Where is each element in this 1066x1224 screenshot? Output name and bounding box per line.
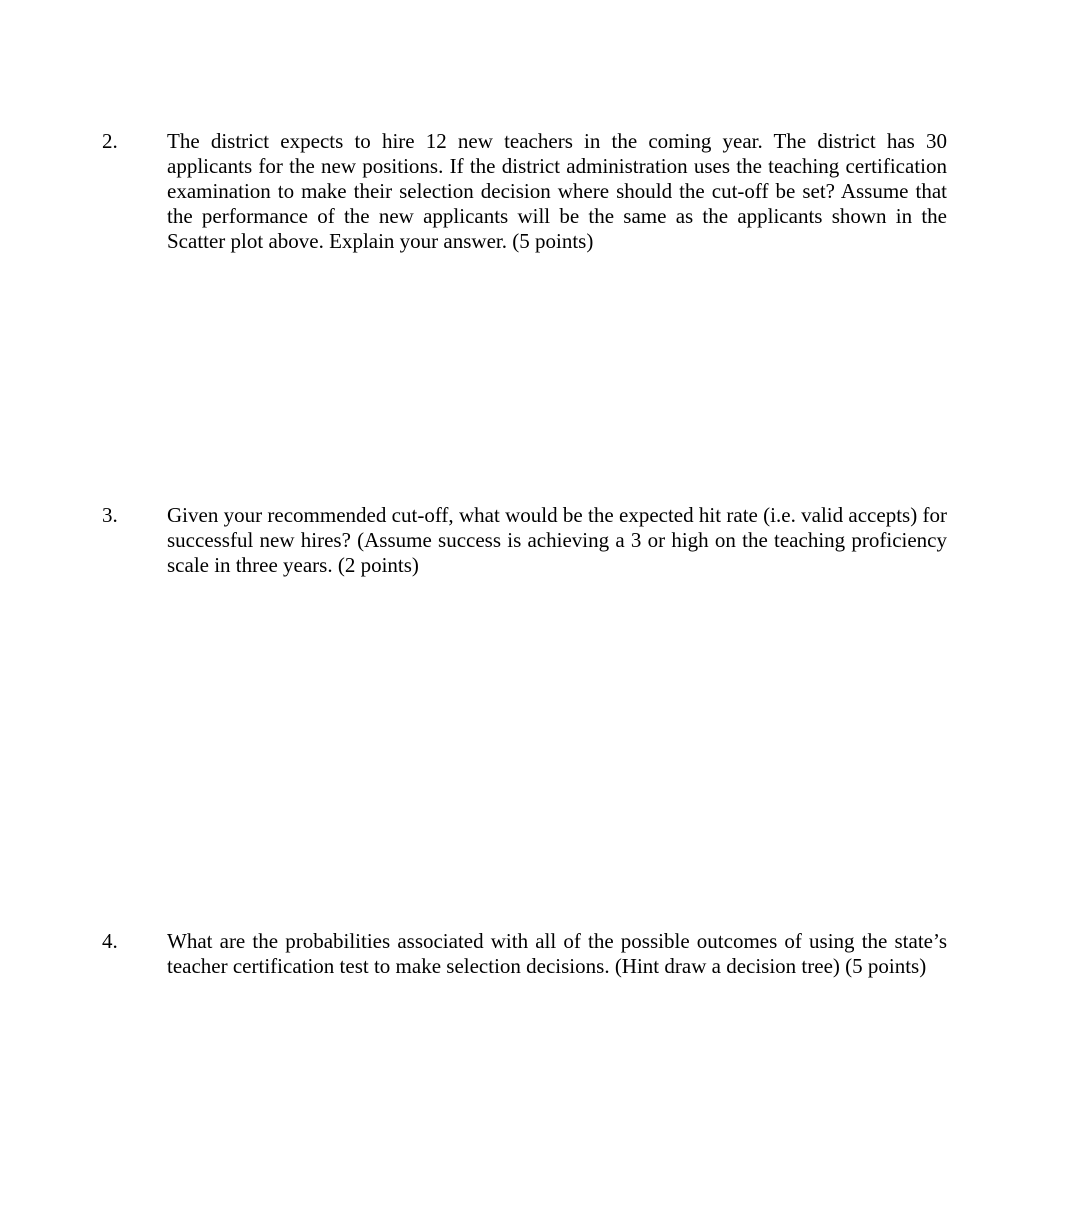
question-text: The district expects to hire 12 new teachers in the coming year. The district has 30 applicants for the new positions. If the district administration uses the teaching certification examination to make their selection decision where should the cut-off be set? Assume that the performance of the new applicants will be the same as the applicants shown in the Scatter plot above. Explain your answer. (5 points) bbox=[167, 129, 947, 253]
question-text: Given your recommended cut-off, what would be the expected hit rate (i.e. valid accepts) for successful new hires? (Assume success is achieving a 3 or high on the teaching proficiency scale in three years. (2 points) bbox=[167, 503, 947, 577]
question-number: 4. bbox=[102, 929, 118, 953]
question-text: What are the probabilities associated with all of the possible outcomes of using the state’s teacher certification test to make selection decisions. (Hint draw a decision tree) (5 points) bbox=[167, 929, 947, 978]
question-number: 2. bbox=[102, 129, 118, 153]
question-number: 3. bbox=[102, 503, 118, 527]
